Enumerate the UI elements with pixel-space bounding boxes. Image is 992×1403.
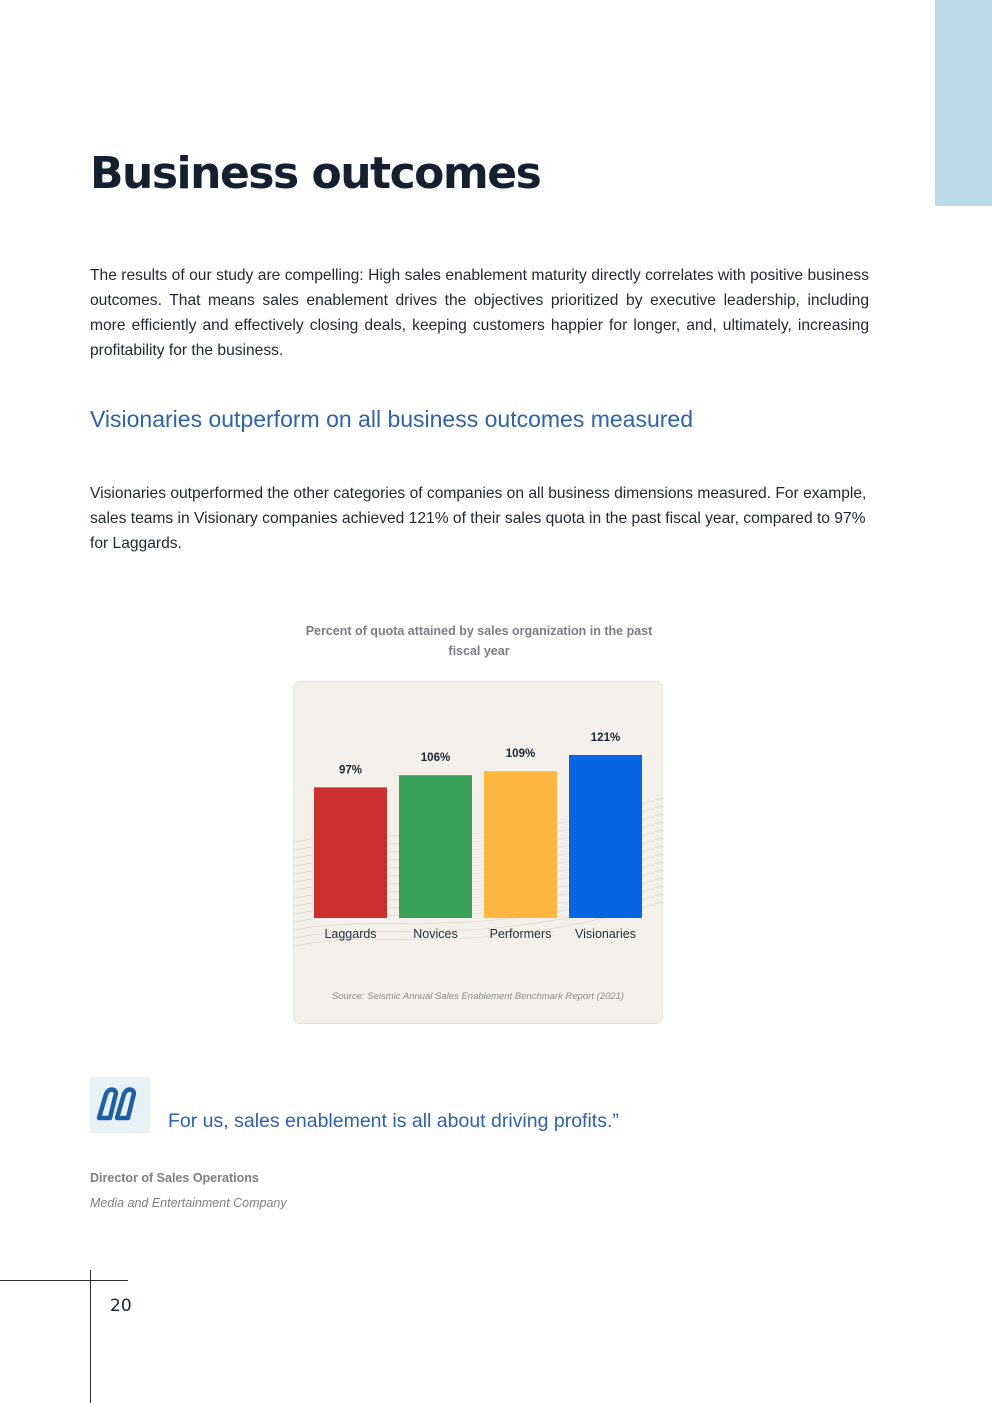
bar-visionaries — [569, 755, 642, 918]
page-title: Business outcomes — [90, 148, 541, 199]
section-subheading: Visionaries outperform on all business outcomes measured — [90, 406, 693, 432]
intro-paragraph: The results of our study are compelling: High sales enablement maturity directly correlates with positive business outcomes. That means sales enablement drives the objectives prioritized by executive leadership, including more efficiently and effectively closing deals, keeping customers happier for longer, and, ultimately, increasing profitability for the business. — [90, 267, 869, 359]
chart-marks — [314, 732, 642, 941]
bar-chart — [294, 682, 662, 1023]
quote-text: For us, sales enablement is all about driving profits.” — [168, 1110, 619, 1132]
bar-performers — [484, 771, 557, 918]
bar-value-label: 97% — [338, 764, 363, 777]
category-label: Laggards — [324, 927, 377, 941]
quote-attribution-company: Media and Entertainment Company — [90, 1196, 287, 1210]
category-label: Novices — [413, 927, 458, 941]
quote-icon — [90, 1077, 150, 1133]
bar-value-label: 121% — [590, 732, 621, 744]
body-paragraph: Visionaries outperformed the other categories of companies on all business dimensions measured. For example, sales teams in Visionary companies achieved 121% of their sales quota in the past fiscal year, compared to 97% for Laggards. — [90, 485, 867, 552]
category-label: Visionaries — [575, 927, 636, 941]
page-number: 20 — [110, 1296, 132, 1316]
bar-laggards — [314, 787, 387, 918]
chart-card — [293, 681, 663, 1024]
chart-title: Percent of quota attained by sales organization in the past fiscal year — [305, 624, 653, 658]
chart-source: Source: Seismic Annual Sales Enablement Benchmark Report (2021) — [331, 991, 625, 1002]
quote-attribution-role: Director of Sales Operations — [90, 1171, 259, 1185]
footer-rule-vertical — [90, 1270, 91, 1403]
category-label: Performers — [489, 927, 552, 941]
corner-tab — [935, 0, 992, 206]
bar-novices — [399, 775, 472, 918]
footer-rule-horizontal — [0, 1280, 128, 1281]
bar-value-label: 109% — [505, 748, 536, 761]
bar-value-label: 106% — [420, 752, 451, 765]
